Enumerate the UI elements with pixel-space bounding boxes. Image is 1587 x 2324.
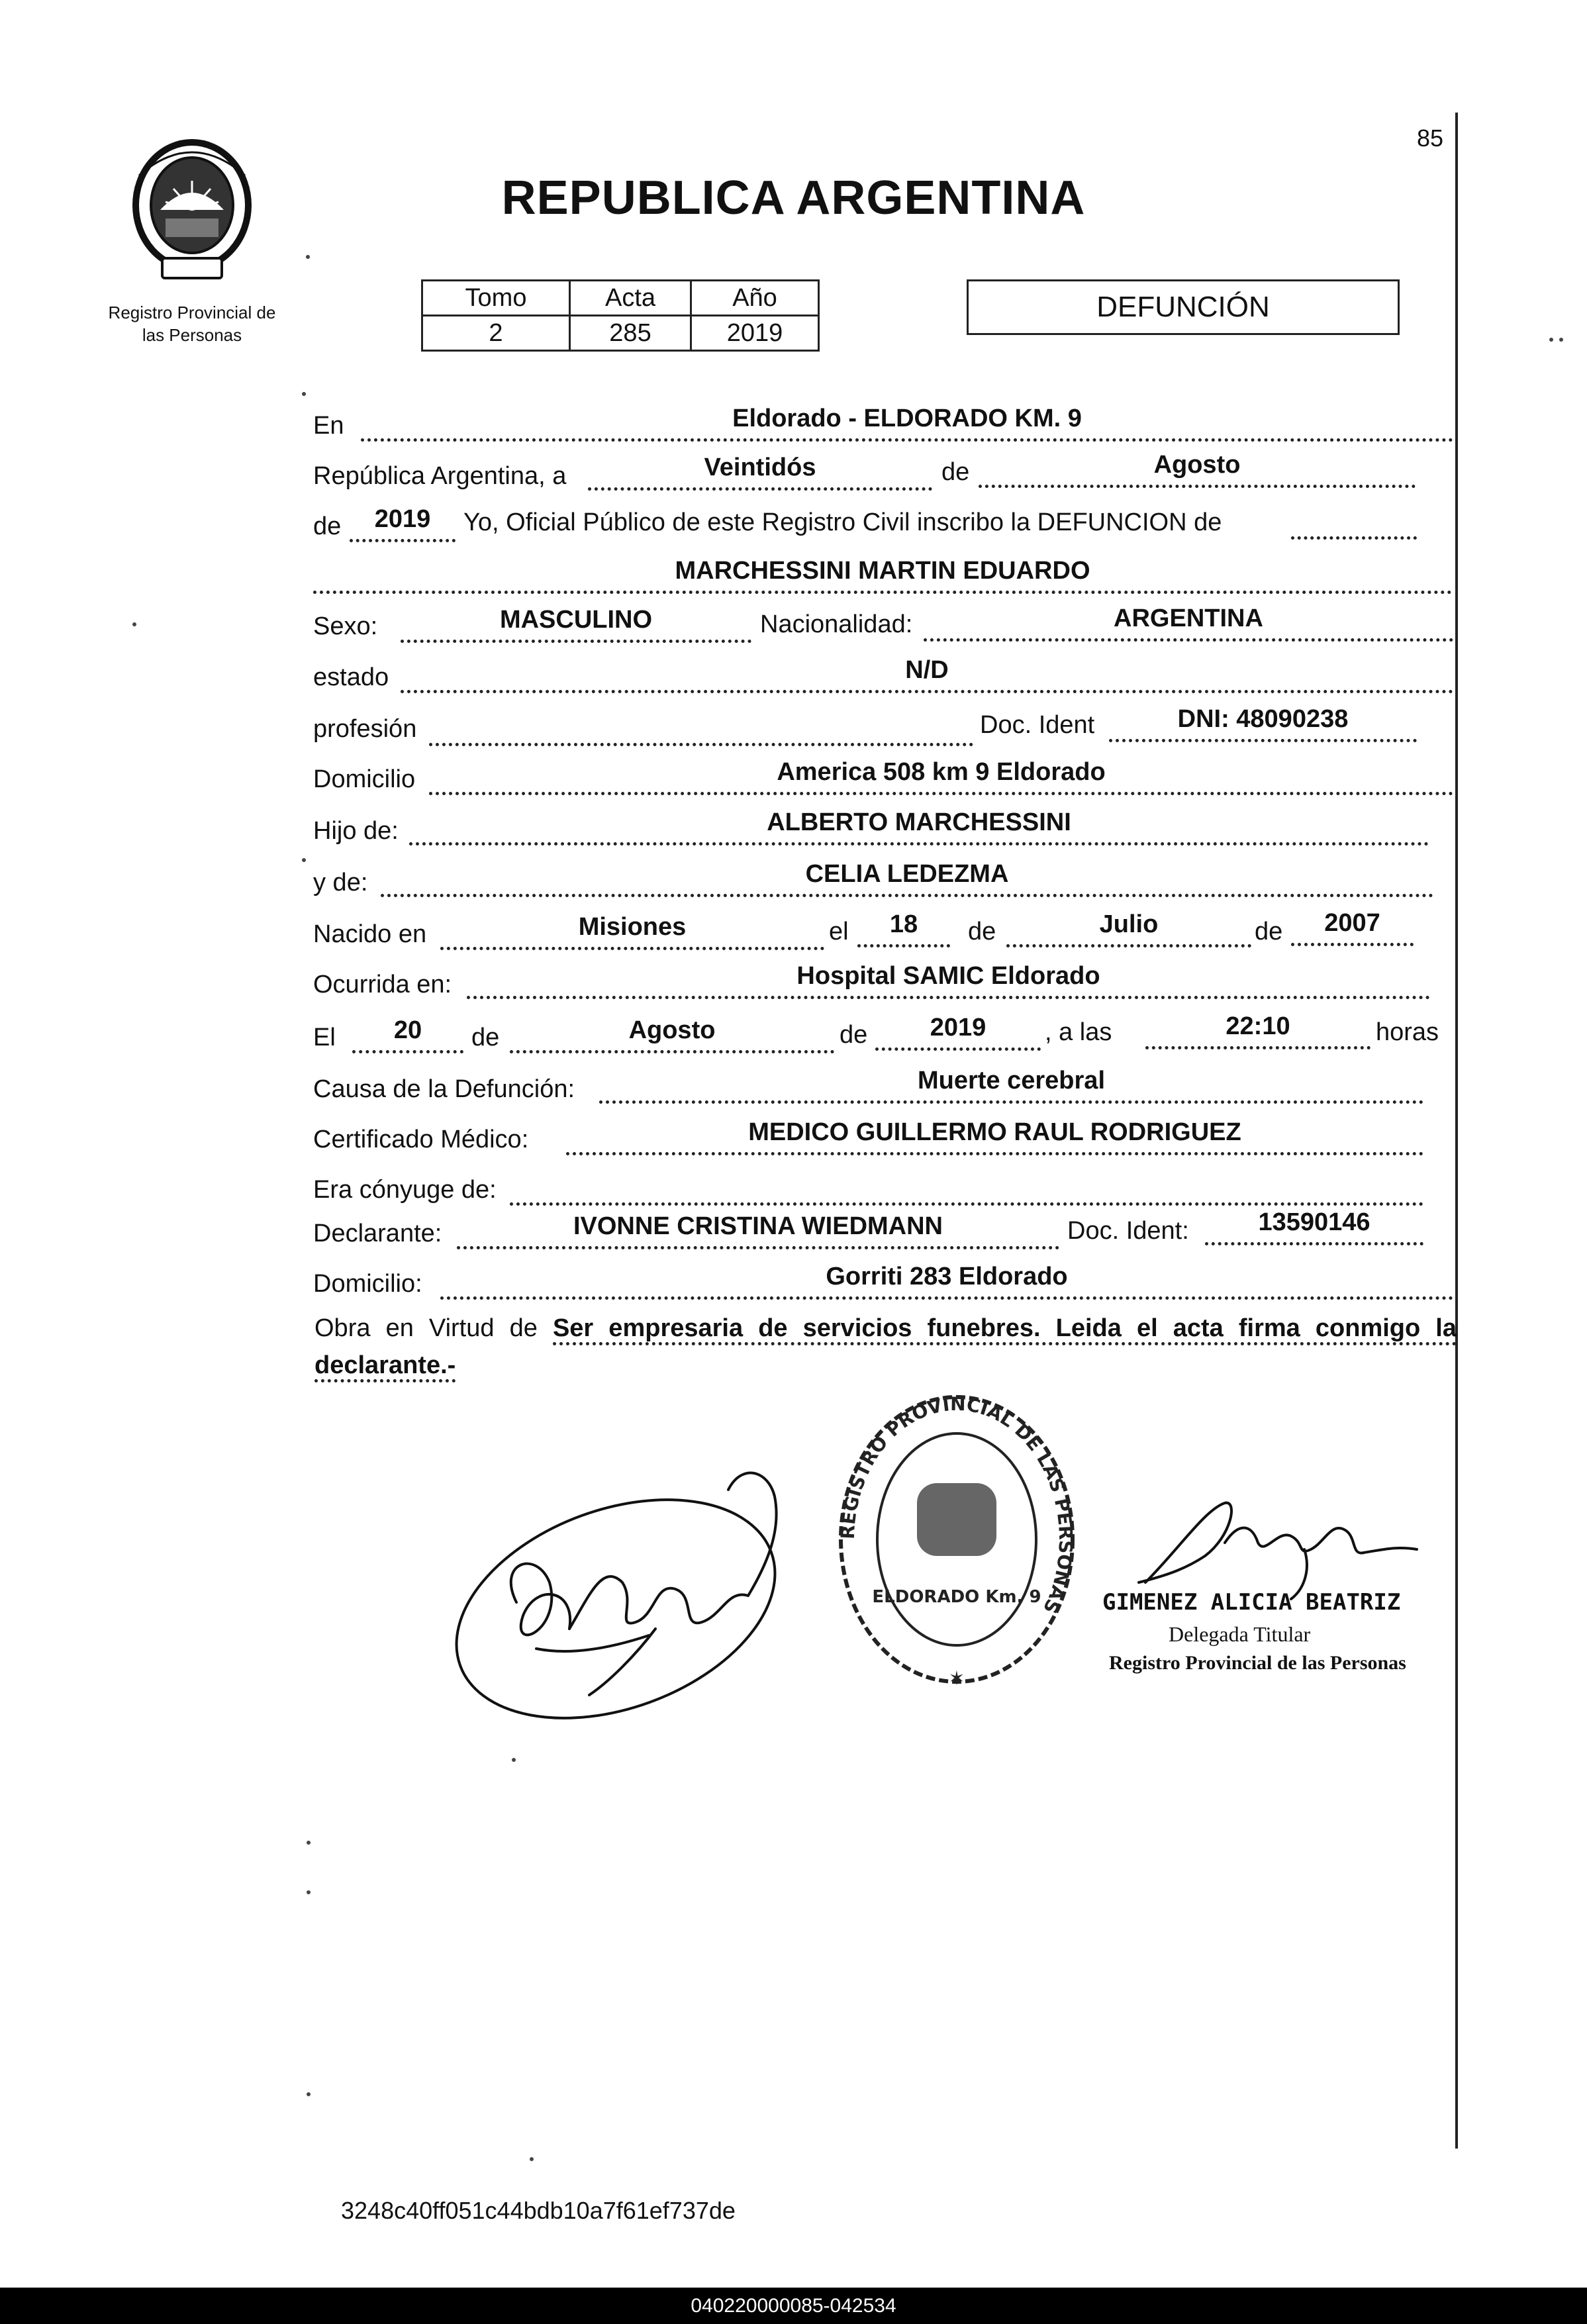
field-def-anio: [875, 1014, 1041, 1051]
label-nacionalidad: Nacionalidad:: [760, 610, 913, 638]
scan-speck: [302, 858, 306, 862]
field-lugar: [361, 405, 1453, 442]
signatory-org: Registro Provincial de las Personas: [1109, 1652, 1406, 1674]
label-de-anio: de: [313, 512, 342, 540]
label-declarante: Declarante:: [313, 1220, 442, 1247]
right-margin-rule: [1455, 113, 1458, 2149]
value-domicilio: America 508 km 9 Eldorado: [777, 758, 1106, 786]
value-nombre: MARCHESSINI MARTIN EDUARDO: [675, 557, 1090, 585]
scan-speck: [512, 1758, 516, 1762]
field-def-dia: [352, 1016, 463, 1053]
registry-stamp: [828, 1384, 1086, 1695]
obra-en-virtud: [314, 1310, 1457, 1384]
stamp-ring-text: REGISTRO PROVINCIAL DE LAS PERSONAS: [836, 1392, 1077, 1618]
record-type-box: DEFUNCIÓN: [967, 279, 1400, 335]
label-de-nacido-mes: de: [968, 918, 996, 945]
field-domicilio: [429, 758, 1453, 795]
value-def-mes: Agosto: [628, 1016, 716, 1044]
header-acta: Acta: [570, 281, 691, 316]
scan-speck: [306, 255, 310, 259]
field-declarante-domicilio: [440, 1263, 1453, 1300]
value-lugar: Eldorado - ELDORADO KM. 9: [732, 405, 1082, 432]
label-sexo: Sexo:: [313, 612, 378, 640]
value-acta: 285: [570, 316, 691, 351]
value-nacido-mes: Julio: [1099, 910, 1159, 938]
signatory-role: Delegada Titular: [1169, 1622, 1311, 1646]
page-title: REPUBLICA ARGENTINA: [501, 171, 1086, 224]
field-continuation: [1291, 506, 1417, 540]
value-mes: Agosto: [1153, 451, 1241, 479]
field-ocurrida: [467, 962, 1430, 999]
value-def-anio: 2019: [930, 1014, 986, 1041]
field-nacido-dia: [857, 910, 950, 947]
document-hash: 3248c40ff051c44bdb10a7f61ef737de: [341, 2197, 736, 2224]
scan-speck: [530, 2157, 534, 2161]
label-doc-ident: Doc. Ident: [980, 711, 1095, 739]
field-nacido-anio: [1291, 909, 1414, 946]
field-def-mes: [510, 1016, 834, 1053]
value-padre: ALBERTO MARCHESSINI: [767, 808, 1071, 836]
label-a-las: , a las: [1045, 1018, 1112, 1046]
label-de-nacido-anio: de: [1255, 918, 1283, 945]
field-dia: [588, 454, 932, 491]
barcode-footer: 040220000085-042534: [0, 2288, 1587, 2324]
value-def-hora: 22:10: [1226, 1012, 1290, 1040]
field-profesion: [429, 712, 973, 746]
label-nacido-en: Nacido en: [313, 920, 427, 948]
label-de-def-mes: de: [471, 1024, 500, 1051]
label-horas: horas: [1376, 1018, 1439, 1046]
value-nacido-dia: 18: [889, 910, 918, 938]
field-anio: [350, 505, 456, 542]
field-declarante: [457, 1212, 1059, 1249]
label-conyuge: Era cónyuge de:: [313, 1176, 497, 1204]
value-sexo: MASCULINO: [499, 606, 653, 634]
value-estado: N/D: [905, 656, 949, 684]
field-causa: [599, 1067, 1423, 1104]
header-anio: Año: [691, 281, 819, 316]
field-madre: [381, 860, 1433, 897]
page-number: 85: [1417, 124, 1444, 152]
field-nacido-lugar: [440, 913, 824, 950]
value-anio: 2019: [691, 316, 819, 351]
value-obra: Ser empresaria de servicios funebres. Leida el acta firma conmigo la declarante.-: [314, 1314, 1457, 1382]
value-doc-ident: DNI: 48090238: [1177, 705, 1349, 733]
label-doc-ident-2: Doc. Ident:: [1067, 1217, 1189, 1245]
star-icon: ✶: [948, 1668, 965, 1690]
label-de-def-anio: de: [840, 1021, 868, 1049]
stamp-center-text: ELDORADO Km. 9: [872, 1587, 1041, 1607]
signatory-name: GIMENEZ ALICIA BEATRIZ: [1102, 1589, 1401, 1616]
field-nacido-mes: [1006, 910, 1251, 947]
value-nacionalidad: ARGENTINA: [1114, 605, 1263, 632]
scan-speck: [302, 392, 306, 396]
value-declarante: IVONNE CRISTINA WIEDMANN: [573, 1212, 943, 1240]
field-nacionalidad: [924, 605, 1453, 642]
value-tomo: 2: [422, 316, 570, 351]
field-declarante-doc: [1205, 1208, 1423, 1245]
label-domicilio: Domicilio: [313, 765, 416, 793]
value-ocurrida: Hospital SAMIC Eldorado: [796, 962, 1100, 990]
field-conyuge: [510, 1172, 1423, 1206]
official-signature: [1126, 1483, 1423, 1602]
field-certificado: [566, 1118, 1423, 1155]
value-nacido-anio: 2007: [1324, 909, 1380, 937]
scan-speck: [132, 622, 136, 626]
scan-speck: [307, 1841, 311, 1845]
value-declarante-doc: 13590146: [1258, 1208, 1371, 1236]
scan-speck: [307, 1890, 311, 1894]
label-hijo-de: Hijo de:: [313, 817, 399, 845]
label-yo-oficial: Yo, Oficial Público de este Registro Civil inscribo la DEFUNCION de: [463, 508, 1222, 536]
field-mes: [979, 451, 1416, 488]
label-ocurrida-en: Ocurrida en:: [313, 971, 452, 998]
field-doc-ident: [1109, 705, 1417, 742]
scan-speck: [1559, 338, 1563, 342]
header-tomo: Tomo: [422, 281, 570, 316]
label-republica: República Argentina, a: [313, 462, 567, 490]
label-en: En: [313, 412, 344, 440]
value-declarante-domicilio: Gorriti 283 Eldorado: [826, 1263, 1068, 1290]
label-el: el: [829, 918, 849, 945]
field-def-hora: [1145, 1012, 1371, 1049]
label-causa: Causa de la Defunción:: [313, 1075, 575, 1103]
registry-caption: [86, 301, 298, 346]
value-nacido-lugar: Misiones: [578, 913, 687, 941]
field-nombre: [313, 557, 1452, 594]
field-padre: [409, 808, 1429, 846]
label-domicilio-2: Domicilio:: [313, 1270, 422, 1298]
registry-line-2: las Personas: [142, 325, 242, 345]
value-anio: 2019: [374, 505, 431, 533]
label-obra: Obra en Virtud de: [314, 1314, 538, 1342]
value-causa: Muerte cerebral: [917, 1067, 1105, 1094]
field-estado: [401, 656, 1453, 693]
label-certificado: Certificado Médico:: [313, 1126, 529, 1153]
registry-line-1: Registro Provincial de: [108, 303, 276, 322]
record-table-header-row: [422, 281, 819, 316]
record-table: [421, 279, 820, 352]
scan-speck: [1549, 338, 1553, 342]
scan-speck: [307, 2092, 311, 2096]
label-estado: estado: [313, 663, 389, 691]
record-table-value-row: [422, 316, 819, 351]
label-de-mes: de: [941, 458, 970, 486]
value-dia: Veintidós: [704, 454, 816, 481]
value-def-dia: 20: [393, 1016, 422, 1044]
label-y-de: y de:: [313, 869, 368, 896]
value-madre: CELIA LEDEZMA: [805, 860, 1009, 888]
field-sexo: [401, 606, 751, 643]
value-certificado: MEDICO GUILLERMO RAUL RODRIGUEZ: [748, 1118, 1241, 1146]
label-el-cap: El: [313, 1024, 336, 1051]
label-profesion: profesión: [313, 715, 417, 743]
declarante-signature: [437, 1430, 808, 1721]
